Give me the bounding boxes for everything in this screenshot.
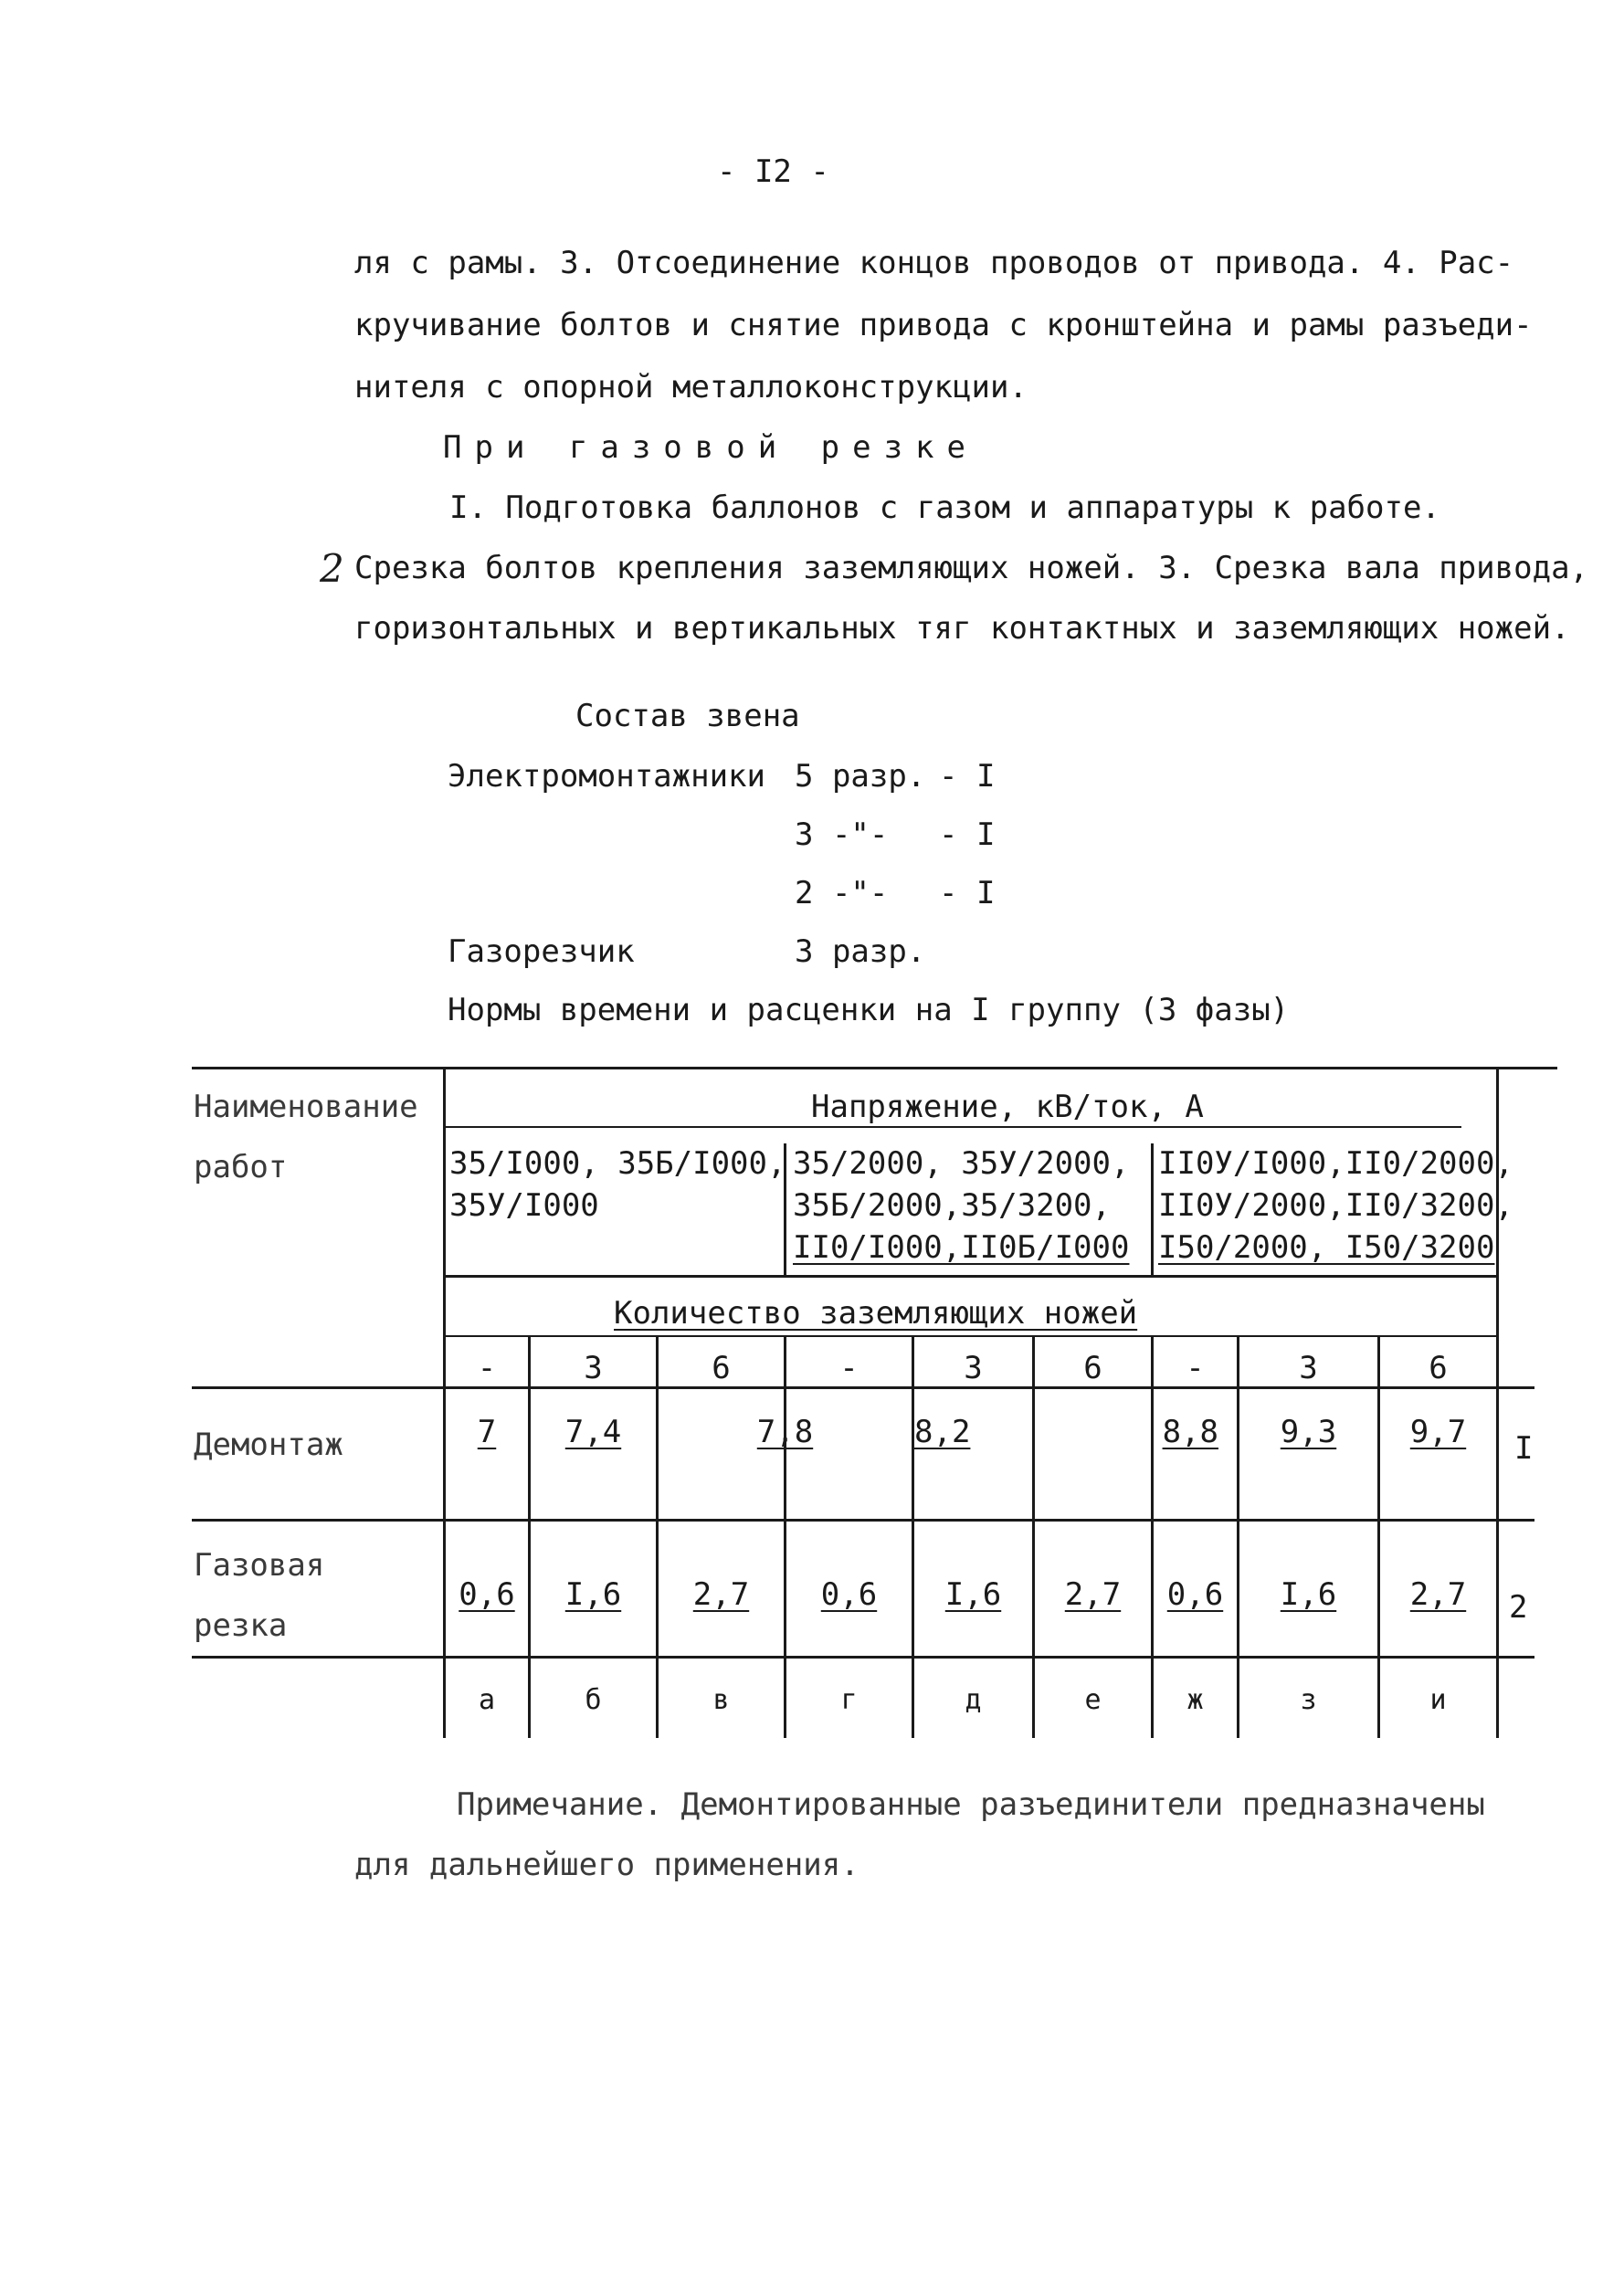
voltage-group-3: II0У/I000,II0/2000,	[1158, 1145, 1513, 1182]
row-name: Демонтаж	[194, 1427, 343, 1463]
table-rule	[446, 1126, 1461, 1128]
knives-count: -	[839, 1350, 859, 1386]
voltage-group-2: 35/2000, 35У/2000,	[793, 1145, 1130, 1182]
voltage-group-2: II0/I000,II0Б/I000	[793, 1229, 1130, 1266]
crew-role: Электромонтажники	[448, 758, 765, 795]
paragraph-line: горизонтальных и вертикальных тяг контактных и заземляющих ножей.	[354, 610, 1570, 647]
table-caption: Нормы времени и расценки на I группу (3 фазы)	[448, 992, 1290, 1028]
table-rule	[1032, 1335, 1035, 1738]
table-rule	[1151, 1335, 1154, 1738]
voltage-group-2: 35Б/2000,35/3200,	[793, 1187, 1111, 1224]
knives-count: 3	[584, 1350, 603, 1386]
table-rule	[443, 1067, 446, 1738]
table-rule	[192, 1656, 1534, 1659]
column-letter: и	[1429, 1684, 1447, 1716]
name-header: Наименование	[194, 1089, 418, 1125]
knives-count: 6	[712, 1350, 731, 1386]
table-rule	[656, 1335, 659, 1738]
knives-count: -	[477, 1350, 497, 1386]
crew-grade: 2 -"-	[795, 875, 889, 911]
row-value: 0,6	[459, 1576, 515, 1613]
knives-count: 3	[964, 1350, 983, 1386]
row-value: 7	[477, 1414, 497, 1450]
column-letter: а	[478, 1684, 496, 1716]
knives-count: -	[1186, 1350, 1205, 1386]
table-rule	[446, 1275, 1496, 1278]
row-number: I	[1514, 1430, 1534, 1467]
row-value: I,6	[564, 1576, 622, 1613]
row-value: 9,7	[1409, 1414, 1467, 1450]
table-rule	[1377, 1335, 1380, 1738]
table-rule	[912, 1335, 914, 1738]
row-value: 8,8	[1162, 1414, 1218, 1450]
crew-count: - I	[939, 816, 996, 853]
voltage-group-1: 35/I000, 35Б/I000,	[449, 1145, 786, 1182]
crew-grade: 5 разр.	[795, 758, 926, 795]
paragraph-line: ля с рамы. 3. Отсоединение концов проводов от привода. 4. Рас-	[354, 245, 1514, 281]
column-letter: е	[1084, 1684, 1102, 1716]
crew-grade: 3 разр.	[795, 933, 926, 970]
row-value: I,6	[944, 1576, 1002, 1613]
note-line: для дальнейшего применения.	[354, 1847, 859, 1883]
row-value: 8,2	[914, 1414, 971, 1450]
row-name: Газовая	[194, 1547, 325, 1584]
paragraph-line: нителя с опорной металлоконструкции.	[354, 369, 1028, 405]
handwritten-number: 2	[320, 546, 344, 591]
knives-header: Количество заземляющих ножей	[614, 1295, 1138, 1332]
voltage-header: Напряжение, кВ/ток, А	[811, 1089, 1204, 1125]
paragraph-line: I. Подготовка баллонов с газом и аппаратуры к работе.	[449, 490, 1440, 526]
row-number: 2	[1509, 1589, 1528, 1626]
crew-role: Газорезчик	[448, 933, 635, 970]
knives-count: 6	[1083, 1350, 1102, 1386]
row-value: 0,6	[820, 1576, 878, 1613]
row-value: 2,7	[692, 1576, 750, 1613]
table-rule	[192, 1386, 1534, 1389]
column-letter: з	[1300, 1684, 1317, 1716]
table-rule	[784, 1335, 786, 1738]
row-value: 2,7	[1064, 1576, 1122, 1613]
row-value: 7,4	[564, 1414, 622, 1450]
row-value: 7,8	[756, 1414, 814, 1450]
paragraph-line: Срезка болтов крепления заземляющих ножей. 3. Срезка вала привода,	[354, 550, 1589, 586]
row-value: 2,7	[1409, 1576, 1467, 1613]
note-line: Примечание. Демонтированные разъединители предназначены	[457, 1786, 1485, 1823]
voltage-group-3: I50/2000, I50/3200	[1158, 1229, 1495, 1266]
row-value: 9,3	[1280, 1414, 1337, 1450]
table-rule	[446, 1335, 1496, 1337]
table-rule	[192, 1519, 1534, 1522]
table-rule	[1237, 1335, 1239, 1738]
column-letter: в	[712, 1684, 730, 1716]
paragraph-line: кручивание болтов и снятие привода с кронштейна и рамы разъеди-	[354, 307, 1533, 343]
row-name: резка	[194, 1607, 288, 1644]
page-number: - I2 -	[717, 153, 829, 190]
voltage-group-1: 35У/I000	[449, 1187, 599, 1224]
column-letter: д	[965, 1684, 982, 1716]
crew-grade: 3 -"-	[795, 816, 889, 853]
column-letter: ж	[1186, 1684, 1204, 1716]
crew-count: - I	[939, 875, 996, 911]
section-heading: При газовой резке	[443, 429, 978, 466]
knives-count: 3	[1299, 1350, 1318, 1386]
table-rule	[1151, 1143, 1154, 1275]
row-value: I,6	[1280, 1576, 1337, 1613]
knives-count: 6	[1429, 1350, 1448, 1386]
voltage-group-3: II0У/2000,II0/3200,	[1158, 1187, 1513, 1224]
crew-count: - I	[939, 758, 996, 795]
table-rule	[528, 1335, 531, 1738]
column-letter: б	[585, 1684, 602, 1716]
column-letter: г	[840, 1684, 858, 1716]
table-rule	[192, 1067, 1557, 1069]
crew-title: Состав звена	[575, 698, 800, 734]
name-header: работ	[194, 1149, 288, 1185]
row-value: 0,6	[1166, 1576, 1224, 1613]
